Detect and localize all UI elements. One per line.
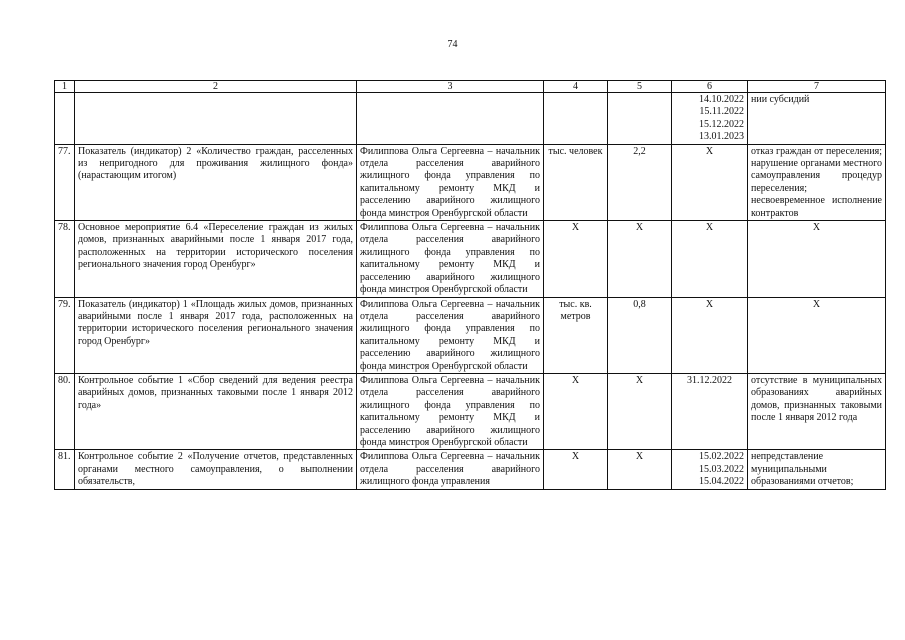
dates-cell [672,450,748,489]
header-col-3: 3 [357,81,544,93]
row-number: 80. [55,373,75,449]
risk-cell: отсутствие в муниципальных образованиях аварийных домов, признанных таковыми после 1 января 2012 года [748,373,886,449]
value-cell: Х [608,450,672,489]
date-line: 15.03.2022 [699,463,744,475]
value-cell: 2,2 [608,144,672,220]
table-row-78 [55,221,886,297]
risk-cell: нии субсидий [748,93,886,145]
responsible-person: Филиппова Ольга Сергеевна – начальник отдела расселения аварийного жилищного фонда управления по капитальному ремонту МКД и расселению аварийного жилищного фонда минстроя Оренбургской области [357,297,544,373]
unit-cell: Х [544,221,608,297]
dates-cell: Х [672,297,748,373]
date-line: 15.11.2022 [699,106,744,118]
unit-cell [544,93,608,145]
unit-cell: тыс. кв. метров [544,297,608,373]
date-line: 15.02.2022 [699,451,744,463]
responsible-person: Филиппова Ольга Сергеевна – начальник отдела расселения аварийного жилищного фонда управления по капитальному ремонту МКД и расселению аварийного жилищного фонда минстроя Оренбургской области [357,221,544,297]
unit-cell: Х [544,373,608,449]
unit-cell: тыс. человек [544,144,608,220]
header-col-5: 5 [608,81,672,93]
risk-cell: непредставление муниципальными образованиями отчетов; [748,450,886,489]
header-col-2: 2 [75,81,357,93]
unit-cell: Х [544,450,608,489]
row-number: 78. [55,221,75,297]
responsible-person: Филиппова Ольга Сергеевна – начальник отдела расселения аварийного жилищного фонда управления по капитальному ремонту МКД и расселению аварийного жилищного фонда минстроя Оренбургской области [357,144,544,220]
date-line: 13.01.2023 [699,131,744,143]
date-line: 15.04.2022 [699,476,744,488]
row-number: 81. [55,450,75,489]
measure-name [75,93,357,145]
header-col-6: 6 [672,81,748,93]
risk-cell: Х [748,221,886,297]
row-number: 77. [55,144,75,220]
responsible-person [357,93,544,145]
responsible-person: Филиппова Ольга Сергеевна – начальник отдела расселения аварийного жилищного фонда управления по капитальному ремонту МКД и расселению аварийного жилищного фонда минстроя Оренбургской области [357,373,544,449]
page-number: 74 [447,39,458,50]
dates-cell: 31.12.2022 [672,373,748,449]
risk-cell: отказ граждан от переселения; нарушение органами местного самоуправления процедур переселения; несвоевременное исполнение контрактов [748,144,886,220]
measure-name: Основное мероприятие 6.4 «Переселение граждан из жилых домов, признанных аварийными после 1 января 2017 года, расположенных на территории исторического поселения регионального значения город Оренбург» [75,221,357,297]
value-cell [608,93,672,145]
dates-cell: Х [672,221,748,297]
risk-cell: Х [748,297,886,373]
measure-name: Контрольное событие 1 «Сбор сведений для ведения реестра аварийных домов, признанных таковыми после 1 января 2012 года» [75,373,357,449]
value-cell: Х [608,221,672,297]
value-cell: 0,8 [608,297,672,373]
table-row-81 [55,450,886,489]
table-row-79 [55,297,886,373]
measure-name: Контрольное событие 2 «Получение отчетов, представленных органами местного самоуправления, о выполнении обязательств, [75,450,357,489]
responsible-person: Филиппова Ольга Сергеевна – начальник отдела расселения аварийного жилищного фонда управления [357,450,544,489]
header-col-7: 7 [748,81,886,93]
measure-name: Показатель (индикатор) 2 «Количество граждан, расселенных из непригодного для проживания жилищного фонда» (нарастающим итогом) [75,144,357,220]
header-col-1: 1 [55,81,75,93]
table-row-continuation [55,93,886,145]
row-number [55,93,75,145]
header-row [55,81,886,93]
value-cell: Х [608,373,672,449]
date-line: 15.12.2022 [699,118,744,130]
dates-cell: Х [672,144,748,220]
table-row-77 [55,144,886,220]
header-col-4: 4 [544,81,608,93]
row-number: 79. [55,297,75,373]
date-line: 14.10.2022 [699,94,744,105]
measures-table [54,80,886,490]
table-header [55,81,886,93]
table-row-80 [55,373,886,449]
measure-name: Показатель (индикатор) 1 «Площадь жилых домов, признанных аварийными после 1 января 2017 года, расположенных на территории исторического поселения регионального значения город Оренбург» [75,297,357,373]
dates-cell [672,93,748,145]
